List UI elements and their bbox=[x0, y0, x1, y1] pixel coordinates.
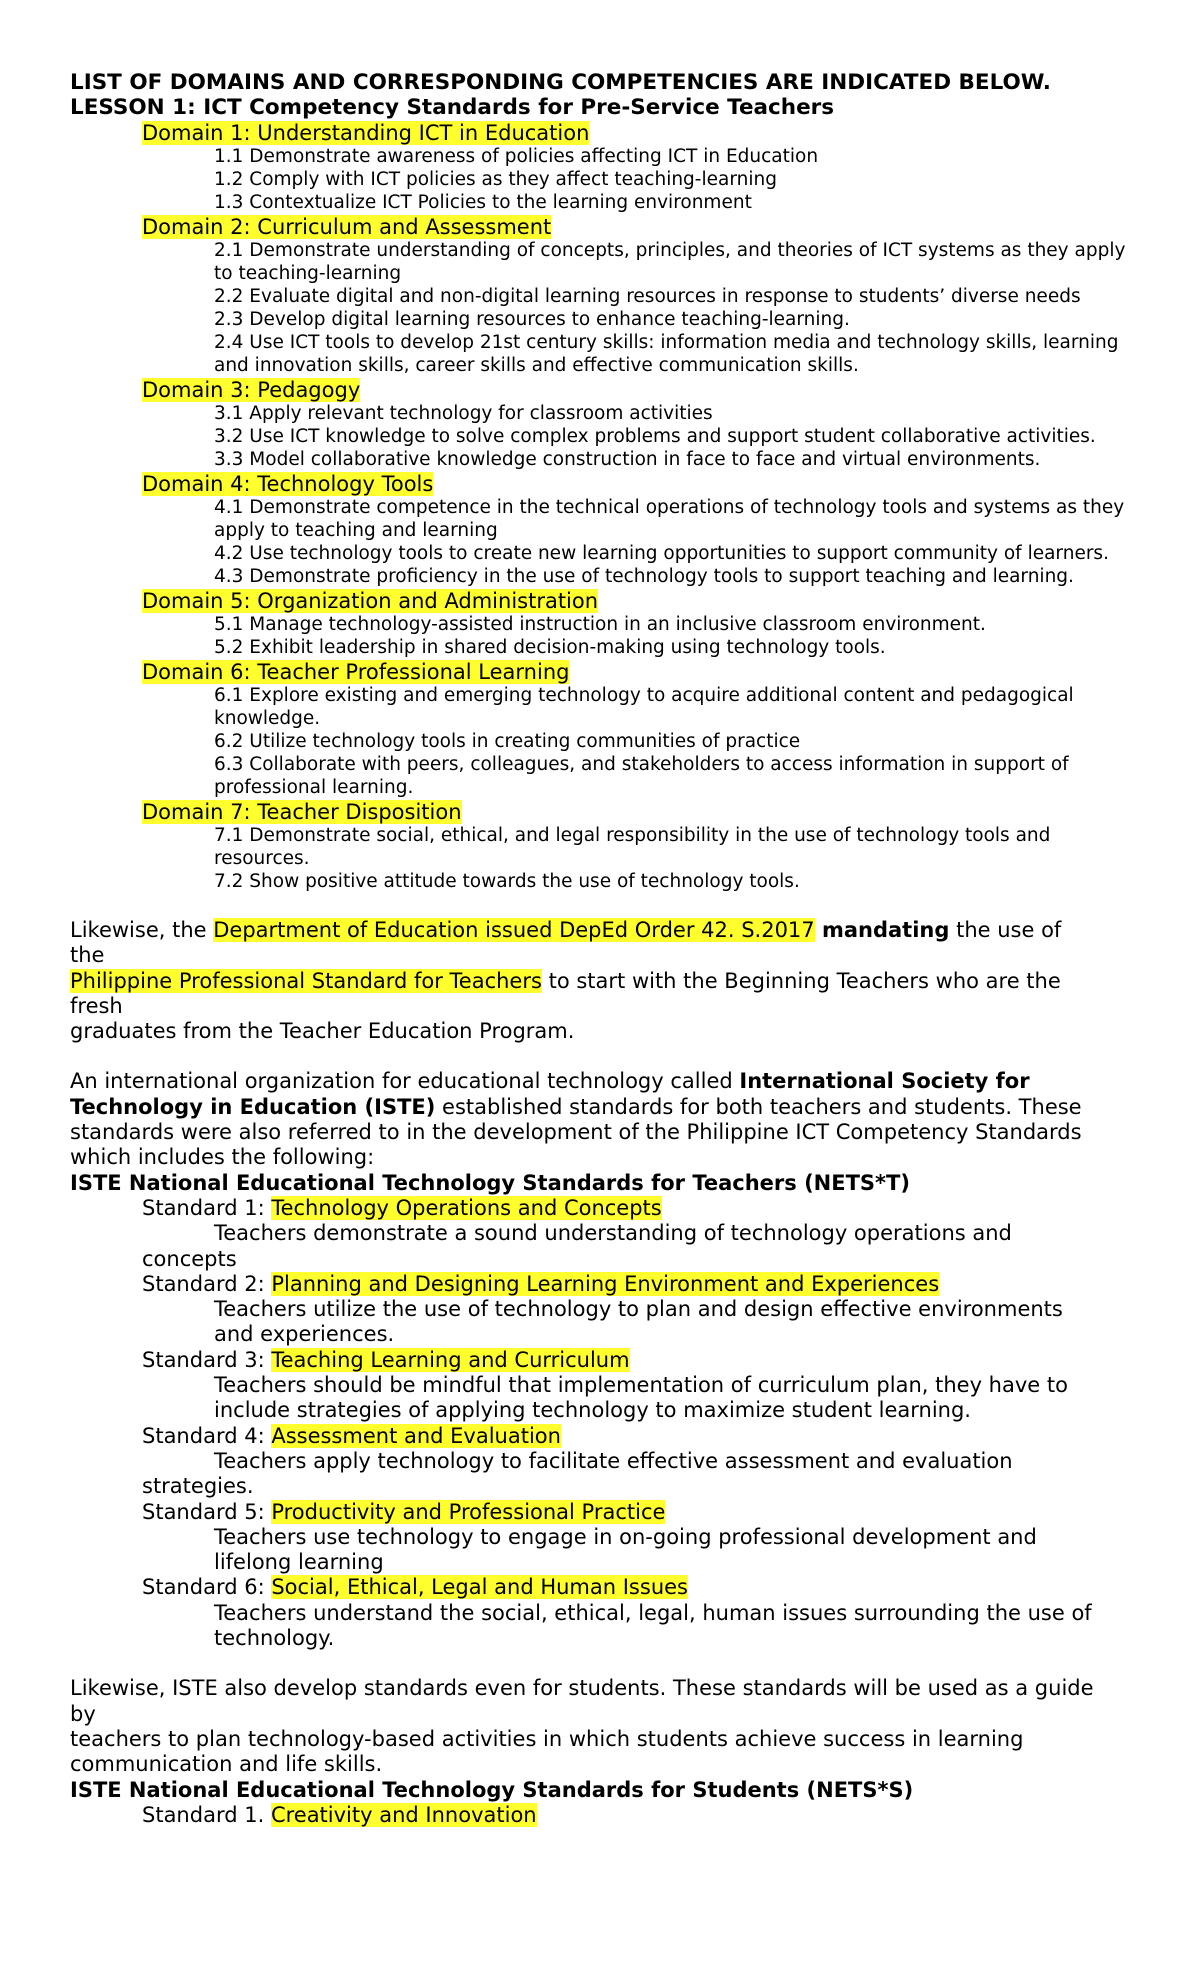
teacher-standard: Standard 4: Assessment and Evaluation bbox=[142, 1423, 561, 1448]
domain-title: Domain 2: Curriculum and Assessment bbox=[142, 215, 552, 239]
nets-s-heading: ISTE National Educational Technology Standards for Students (NETS*S) bbox=[70, 1777, 914, 1802]
deped-paragraph: Likewise, the Department of Education issued DepEd Order 42. S.2017 mandating the use of the Philippine Professional Standard for Teachers to start with the Beginning Teachers who are the fresh graduates from the Teacher Education Program. bbox=[70, 918, 1062, 1044]
iste-paragraph: An international organization for educational technology called International Society for Technology in Education (ISTE) established standards for both teachers and students. These standards were also referred to in the development of the Philippine ICT Competency Standards which includes the following: bbox=[70, 1069, 1082, 1170]
competency-item: 5.2 Exhibit leadership in shared decision-making using technology tools. bbox=[214, 637, 886, 658]
competency-item: 7.2 Show positive attitude towards the use of technology tools. bbox=[214, 871, 800, 892]
teacher-standard-description-cont: strategies. bbox=[142, 1474, 254, 1499]
competency-item: 2.3 Develop digital learning resources to enhance teaching-learning. bbox=[214, 309, 850, 330]
domain-title: Domain 1: Understanding ICT in Education bbox=[142, 121, 590, 145]
teacher-standard-description-cont: and experiences. bbox=[214, 1322, 395, 1347]
domain-title: Domain 7: Teacher Disposition bbox=[142, 800, 462, 824]
teacher-standard: Standard 2: Planning and Designing Learning Environment and Experiences bbox=[142, 1271, 940, 1296]
domain-title: Domain 6: Teacher Professional Learning bbox=[142, 660, 570, 684]
competency-item: 1.3 Contextualize ICT Policies to the learning environment bbox=[214, 192, 752, 213]
teacher-standard-description: Teachers demonstrate a sound understanding of technology operations and bbox=[214, 1221, 1012, 1246]
ppst-highlight: Philippine Professional Standard for Teachers bbox=[70, 968, 542, 993]
students-paragraph: Likewise, ISTE also develop standards even for students. These standards will be used as a guide by teachers to plan technology-based activities in which students achieve success in learning communication and life skills. bbox=[70, 1676, 1094, 1777]
teacher-standard: Standard 1: Technology Operations and Concepts bbox=[142, 1195, 662, 1220]
document-page bbox=[70, 70, 1140, 1828]
domain-title: Domain 4: Technology Tools bbox=[142, 472, 434, 496]
competency-item: 2.1 Demonstrate understanding of concepts, principles, and theories of ICT systems as they apply to teaching-learning bbox=[214, 240, 1126, 284]
domain-title: Domain 3: Pedagogy bbox=[142, 378, 361, 402]
teacher-standard-description: Teachers apply technology to facilitate effective assessment and evaluation bbox=[214, 1448, 1013, 1473]
competency-item: 3.3 Model collaborative knowledge construction in face to face and virtual environments. bbox=[214, 449, 1041, 470]
competency-item: 1.1 Demonstrate awareness of policies affecting ICT in Education bbox=[214, 146, 819, 167]
competency-item: 6.1 Explore existing and emerging technology to acquire additional content and pedagogical knowledge. bbox=[214, 685, 1074, 729]
competency-item: 4.1 Demonstrate competence in the technical operations of technology tools and systems as they apply to teaching and learning bbox=[214, 497, 1125, 541]
domain-title: Domain 5: Organization and Administration bbox=[142, 589, 599, 613]
competency-item: 7.1 Demonstrate social, ethical, and legal responsibility in the use of technology tools and resources. bbox=[214, 825, 1051, 869]
teacher-standard-description-cont: lifelong learning bbox=[214, 1550, 384, 1575]
teacher-standard: Standard 3: Teaching Learning and Curriculum bbox=[142, 1347, 630, 1372]
document-heading: LIST OF DOMAINS AND CORRESPONDING COMPETENCIES ARE INDICATED BELOW. bbox=[70, 70, 1051, 95]
competency-item: 3.2 Use ICT knowledge to solve complex problems and support student collaborative activities. bbox=[214, 426, 1096, 447]
competency-item: 4.2 Use technology tools to create new learning opportunities to support community of learners. bbox=[214, 543, 1109, 564]
teacher-standard: Standard 6: Social, Ethical, Legal and Human Issues bbox=[142, 1575, 688, 1600]
teacher-standard-description-cont: concepts bbox=[142, 1246, 237, 1271]
competency-item: 6.2 Utilize technology tools in creating communities of practice bbox=[214, 731, 801, 752]
teacher-standard-description: Teachers utilize the use of technology to plan and design effective environments bbox=[214, 1297, 1063, 1322]
domain-list bbox=[70, 121, 1140, 893]
competency-item: 4.3 Demonstrate proficiency in the use of technology tools to support teaching and learning. bbox=[214, 566, 1074, 587]
competency-item: 3.1 Apply relevant technology for classroom activities bbox=[214, 403, 713, 424]
teacher-standards-list bbox=[70, 1196, 1140, 1651]
teacher-standard-description-cont: technology. bbox=[214, 1626, 335, 1651]
teacher-standard-description: Teachers understand the social, ethical, legal, human issues surrounding the use of bbox=[214, 1600, 1092, 1625]
student-standard-1: Standard 1. Creativity and Innovation bbox=[142, 1802, 537, 1827]
lesson-title: LESSON 1: ICT Competency Standards for Pre-Service Teachers bbox=[70, 95, 835, 120]
teacher-standard-description-cont: include strategies of applying technology to maximize student learning. bbox=[214, 1398, 971, 1423]
competency-item: 2.2 Evaluate digital and non-digital learning resources in response to students’ diverse needs bbox=[214, 286, 1081, 307]
teacher-standard-description: Teachers use technology to engage in on-going professional development and bbox=[214, 1524, 1037, 1549]
nets-t-heading: ISTE National Educational Technology Standards for Teachers (NETS*T) bbox=[70, 1170, 910, 1195]
competency-item: 2.4 Use ICT tools to develop 21st century skills: information media and technology skills, learning and innovation skills, career skills and effective communication skills. bbox=[214, 332, 1119, 376]
teacher-standard: Standard 5: Productivity and Professional Practice bbox=[142, 1499, 666, 1524]
teacher-standard-description: Teachers should be mindful that implementation of curriculum plan, they have to bbox=[214, 1373, 1068, 1398]
deped-order-highlight: Department of Education issued DepEd Order 42. S.2017 bbox=[213, 918, 815, 942]
competency-item: 5.1 Manage technology-assisted instruction in an inclusive classroom environment. bbox=[214, 614, 986, 635]
competency-item: 6.3 Collaborate with peers, colleagues, and stakeholders to access information in support of professional learning. bbox=[214, 754, 1069, 798]
competency-item: 1.2 Comply with ICT policies as they affect teaching-learning bbox=[214, 169, 777, 190]
